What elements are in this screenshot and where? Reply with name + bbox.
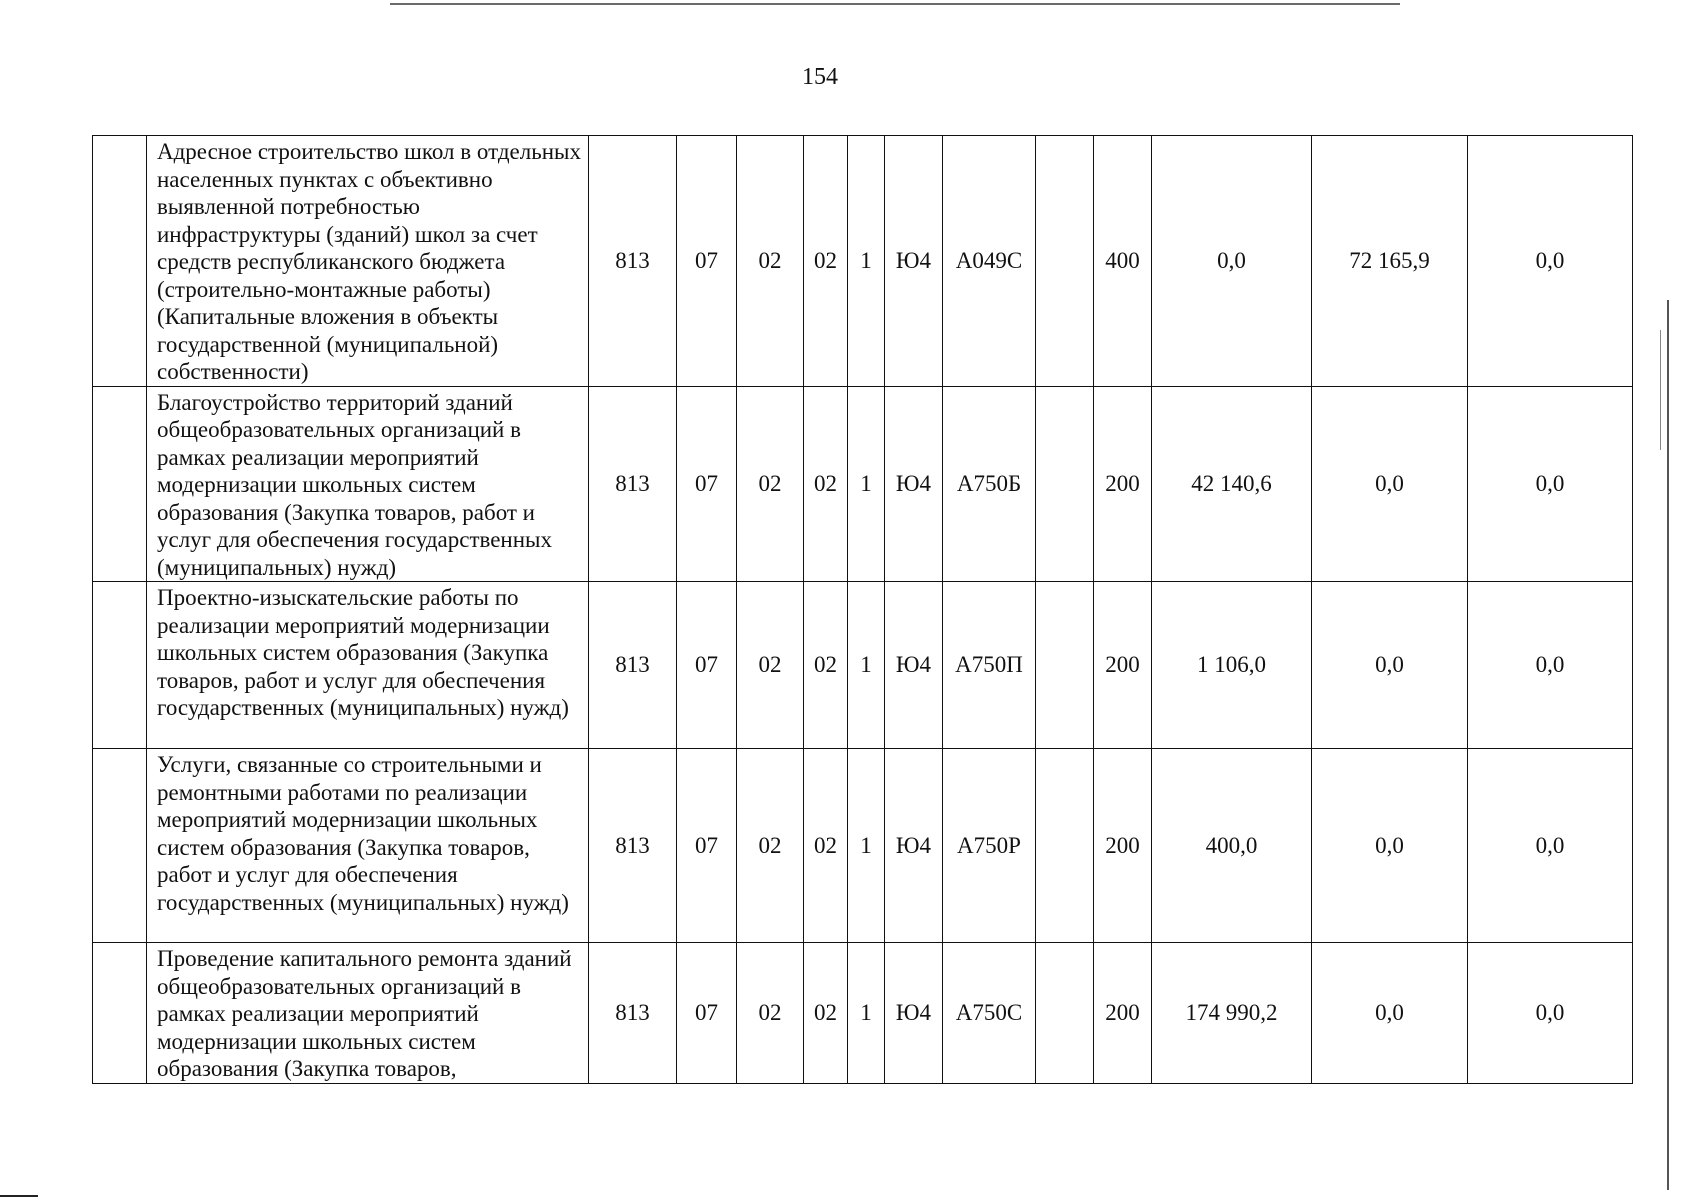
scan-edge-line xyxy=(1667,300,1669,1190)
section-cell: 07 xyxy=(677,386,737,582)
extra-cell xyxy=(1036,386,1094,582)
section-cell: 07 xyxy=(677,136,737,387)
table-row xyxy=(93,943,1633,1084)
amount-2-cell: 0,0 xyxy=(1312,386,1468,582)
section-cell: 07 xyxy=(677,582,737,749)
program-cell: 02 xyxy=(804,582,848,749)
ministry-cell: 813 xyxy=(589,582,677,749)
direction-cell: А750С xyxy=(943,943,1036,1084)
section-cell: 07 xyxy=(677,749,737,943)
extra-cell xyxy=(1036,136,1094,387)
amount-3-cell: 0,0 xyxy=(1468,943,1633,1084)
event-code-cell: Ю4 xyxy=(885,386,943,582)
scan-edge-line xyxy=(1660,330,1661,450)
subsection-cell: 02 xyxy=(737,749,804,943)
description-cell: Адресное строительство школ в отдельных населенных пунктах с объективно выявленной потребностью инфраструктуры (зданий) школ за счет средств республиканского бюджета (строительно-монтажные работы) (Капитальные вложения в объекты государственной (муниципальной) собственности) xyxy=(147,136,589,387)
budget-table xyxy=(92,135,1633,1084)
amount-3-cell: 0,0 xyxy=(1468,749,1633,943)
expense-type-cell: 400 xyxy=(1094,136,1152,387)
description-cell: Проектно-изыскательские работы по реализации мероприятий модернизации школьных систем образования (Закупка товаров, работ и услуг для обеспечения государственных (муниципальных) нужд) xyxy=(147,582,589,749)
amount-1-cell: 1 106,0 xyxy=(1152,582,1312,749)
ministry-cell: 813 xyxy=(589,386,677,582)
ministry-cell: 813 xyxy=(589,943,677,1084)
amount-3-cell: 0,0 xyxy=(1468,386,1633,582)
expense-type-cell: 200 xyxy=(1094,582,1152,749)
subprogram-cell: 1 xyxy=(848,582,885,749)
event-code-cell: Ю4 xyxy=(885,136,943,387)
amount-2-cell: 0,0 xyxy=(1312,943,1468,1084)
subprogram-cell: 1 xyxy=(848,136,885,387)
subsection-cell: 02 xyxy=(737,386,804,582)
description-cell: Проведение капитального ремонта зданий общеобразовательных организаций в рамках реализации мероприятий модернизации школьных систем образования (Закупка товаров, xyxy=(147,943,589,1084)
table-row xyxy=(93,136,1633,387)
program-cell: 02 xyxy=(804,943,848,1084)
section-cell: 07 xyxy=(677,943,737,1084)
table-row xyxy=(93,386,1633,582)
extra-cell xyxy=(1036,582,1094,749)
extra-cell xyxy=(1036,943,1094,1084)
ministry-cell: 813 xyxy=(589,136,677,387)
subsection-cell: 02 xyxy=(737,136,804,387)
table-body xyxy=(93,136,1633,1084)
page-number: 154 xyxy=(802,64,838,90)
ministry-cell: 813 xyxy=(589,749,677,943)
subprogram-cell: 1 xyxy=(848,386,885,582)
amount-2-cell: 0,0 xyxy=(1312,749,1468,943)
direction-cell: А750Р xyxy=(943,749,1036,943)
amount-2-cell: 72 165,9 xyxy=(1312,136,1468,387)
table-row xyxy=(93,749,1633,943)
amount-1-cell: 400,0 xyxy=(1152,749,1312,943)
description-cell: Благоустройство территорий зданий общеобразовательных организаций в рамках реализации мероприятий модернизации школьных систем образования (Закупка товаров, работ и услуг для обеспечения государственных (муниципальных) нужд) xyxy=(147,386,589,582)
amount-1-cell: 174 990,2 xyxy=(1152,943,1312,1084)
expense-type-cell: 200 xyxy=(1094,749,1152,943)
subsection-cell: 02 xyxy=(737,943,804,1084)
scan-edge-mark xyxy=(0,1195,38,1197)
direction-cell: А750Б xyxy=(943,386,1036,582)
top-rule xyxy=(390,3,1400,5)
amount-3-cell: 0,0 xyxy=(1468,136,1633,387)
event-code-cell: Ю4 xyxy=(885,749,943,943)
program-cell: 02 xyxy=(804,386,848,582)
row-number-cell xyxy=(93,749,147,943)
program-cell: 02 xyxy=(804,749,848,943)
extra-cell xyxy=(1036,749,1094,943)
event-code-cell: Ю4 xyxy=(885,582,943,749)
amount-3-cell: 0,0 xyxy=(1468,582,1633,749)
row-number-cell xyxy=(93,943,147,1084)
amount-1-cell: 42 140,6 xyxy=(1152,386,1312,582)
row-number-cell xyxy=(93,136,147,387)
direction-cell: А049С xyxy=(943,136,1036,387)
subprogram-cell: 1 xyxy=(848,943,885,1084)
description-cell: Услуги, связанные со строительными и ремонтными работами по реализации мероприятий модернизации школьных систем образования (Закупка товаров, работ и услуг для обеспечения государственных (муниципальных) нужд) xyxy=(147,749,589,943)
event-code-cell: Ю4 xyxy=(885,943,943,1084)
amount-1-cell: 0,0 xyxy=(1152,136,1312,387)
program-cell: 02 xyxy=(804,136,848,387)
direction-cell: А750П xyxy=(943,582,1036,749)
row-number-cell xyxy=(93,386,147,582)
subprogram-cell: 1 xyxy=(848,749,885,943)
amount-2-cell: 0,0 xyxy=(1312,582,1468,749)
expense-type-cell: 200 xyxy=(1094,386,1152,582)
row-number-cell xyxy=(93,582,147,749)
subsection-cell: 02 xyxy=(737,582,804,749)
table-row xyxy=(93,582,1633,749)
expense-type-cell: 200 xyxy=(1094,943,1152,1084)
